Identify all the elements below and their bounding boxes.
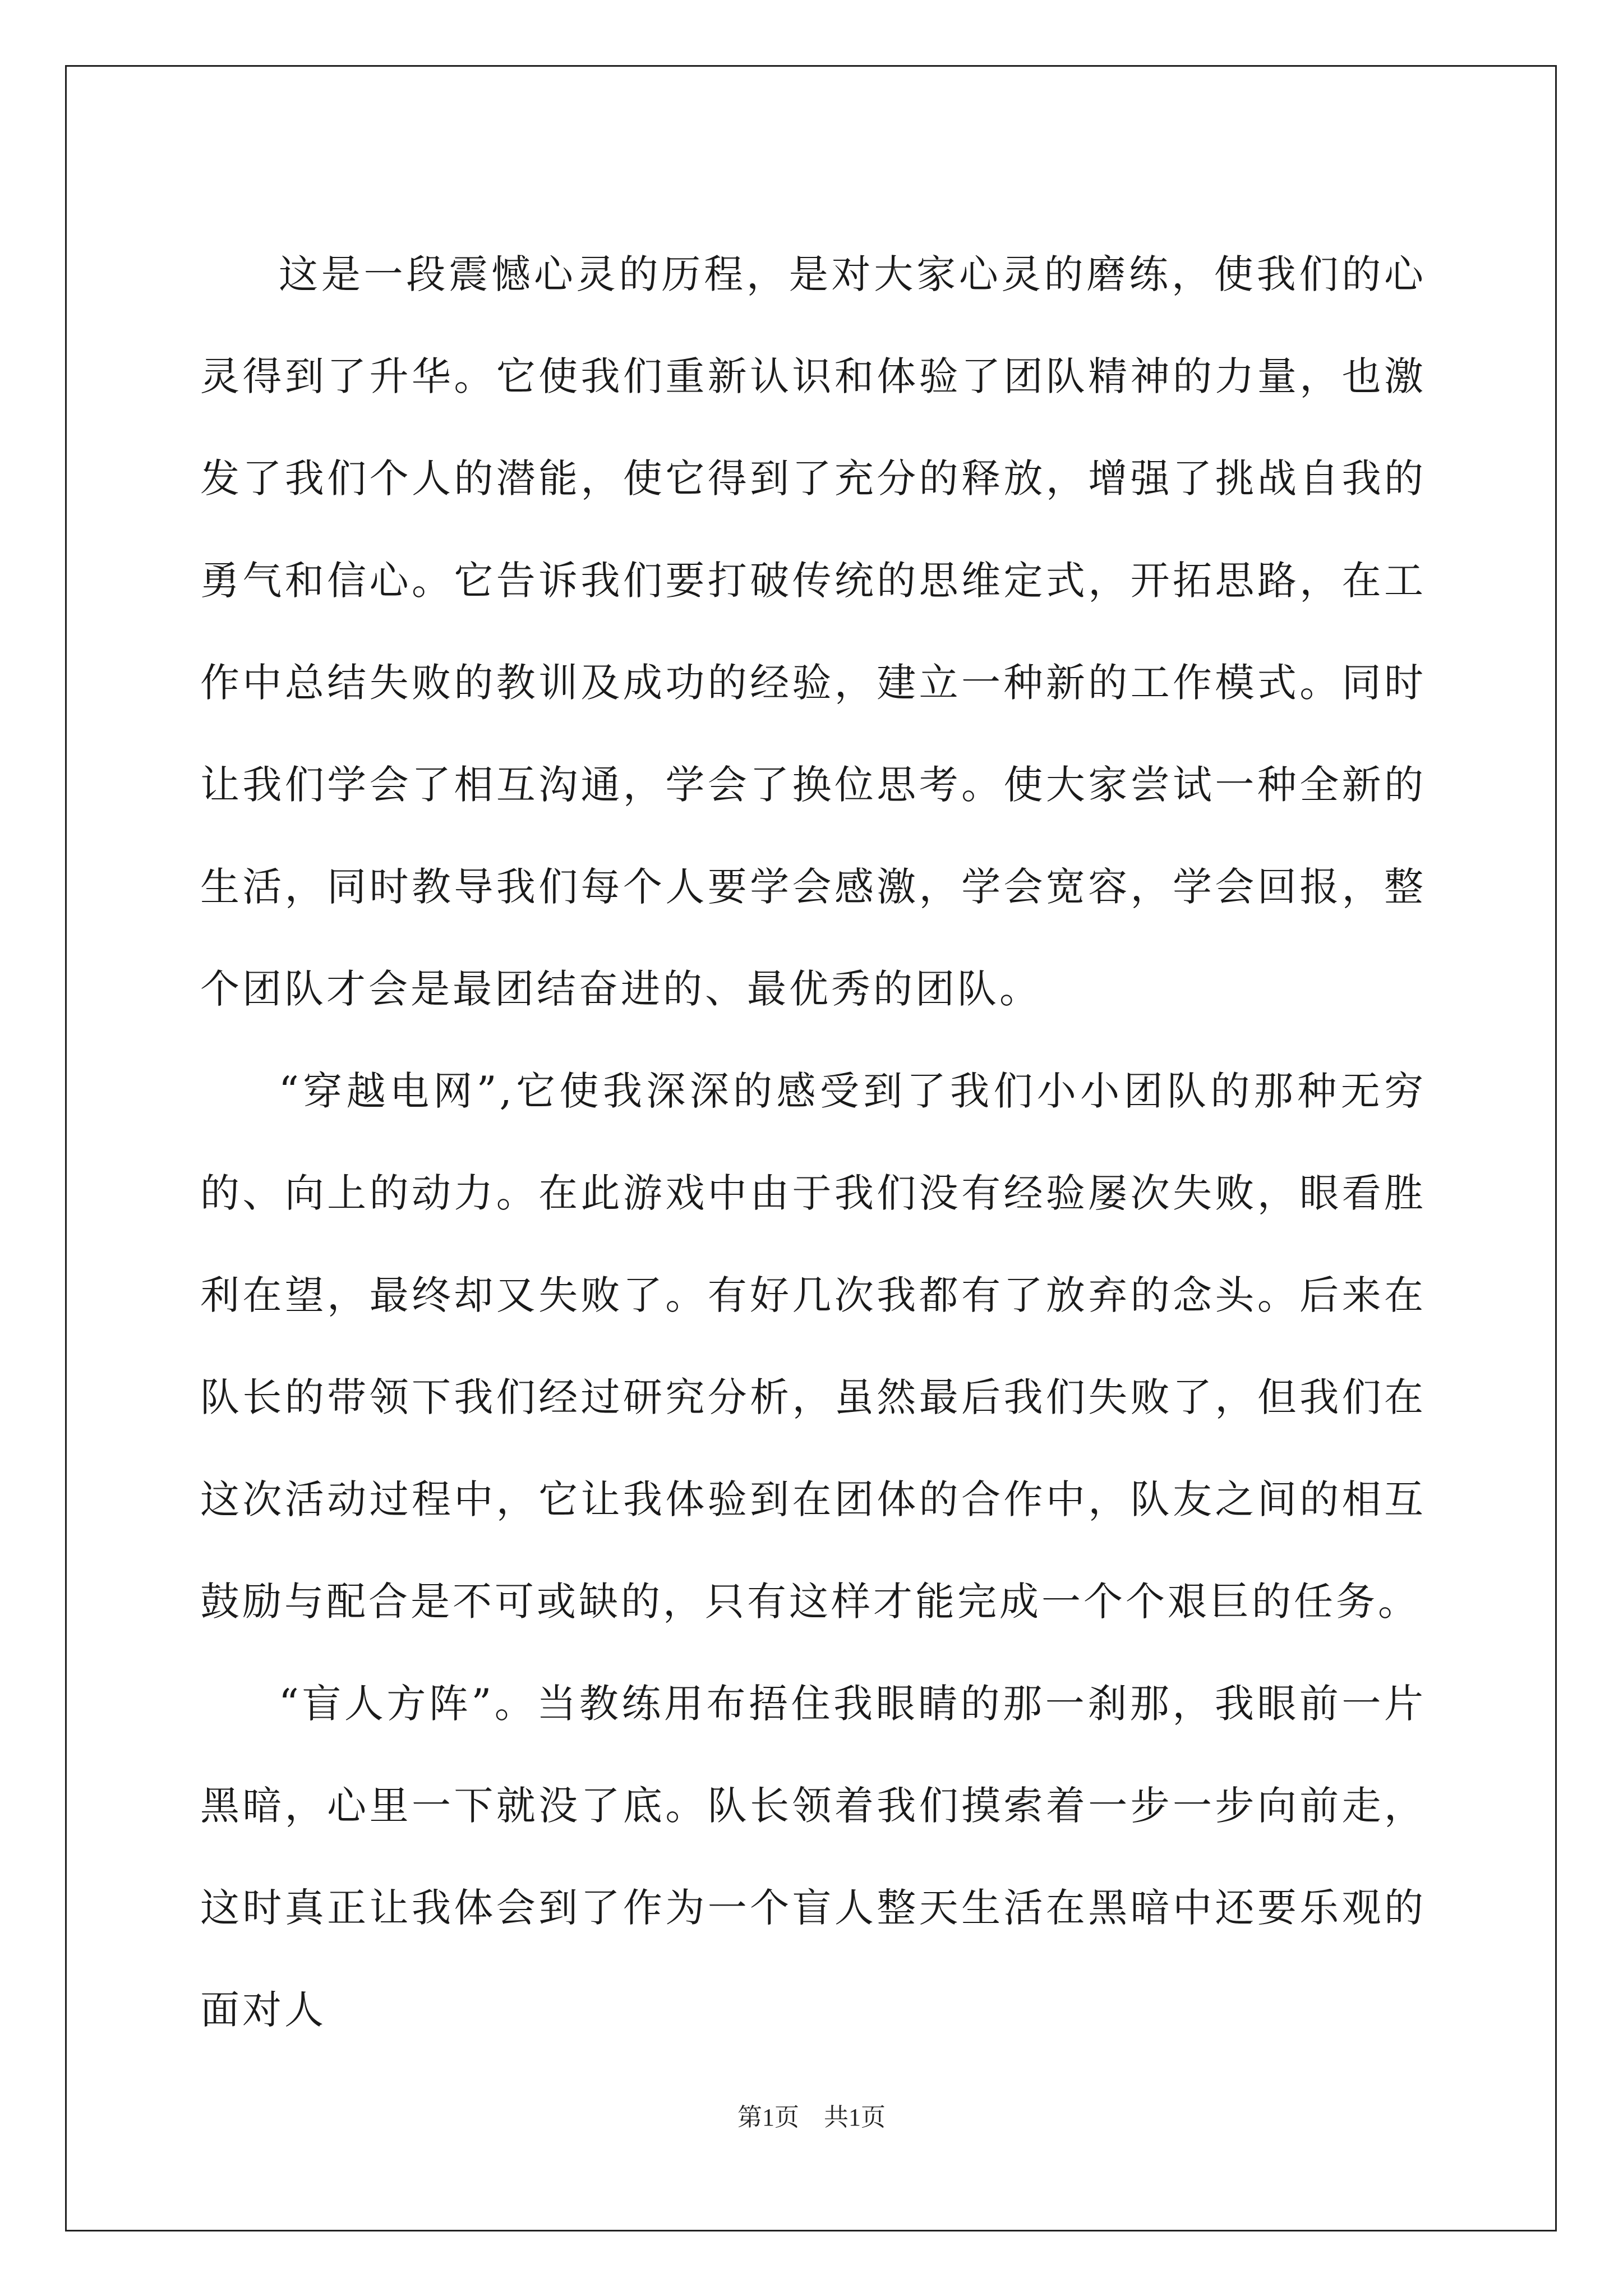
page-number-current: 第1页 <box>737 2104 799 2131</box>
page-number-total: 共1页 <box>824 2104 886 2131</box>
paragraph-2: “穿越电网”,它使我深深的感受到了我们小小团队的那种无穷的、向上的动力。在此游戏中由于我们没有经验屡次失败，眼看胜利在望，最终却又失败了。有好几次我都有了放弃的念头。后来在队长的带领下我们经过研究分析，虽然最后我们失败了，但我们在这次活动过程中，它让我体验到在团体的合作中，队友之间的相互鼓励与配合是不可或缺的，只有这样才能完成一个个艰巨的任务。 <box>200 1068 1426 1625</box>
page-footer <box>0 2097 1623 2133</box>
paragraph-1: 这是一段震憾心灵的历程，是对大家心灵的磨练，使我们的心灵得到了升华。它使我们重新认识和体验了团队精神的力量，也激发了我们个人的潜能，使它得到了充分的释放，增强了挑战自我的勇气和信心。它告诉我们要打破传统的思维定式，开拓思路，在工作中总结失败的教训及成功的经验，建立一种新的工作模式。同时让我们学会了相互沟通，学会了换位思考。使大家尝试一种全新的生活，同时教导我们每个人要学会感激，学会宽容，学会回报，整个团队才会是最团结奋进的、最优秀的团队。 <box>200 251 1426 1012</box>
document-body <box>200 223 1426 2061</box>
paragraph-3: “盲人方阵”。当教练用布捂住我眼睛的那一刹那，我眼前一片黑暗，心里一下就没了底。队长领着我们摸索着一步一步向前走，这时真正让我体会到了作为一个盲人整天生活在黑暗中还要乐观的面对人 <box>200 1681 1426 2033</box>
